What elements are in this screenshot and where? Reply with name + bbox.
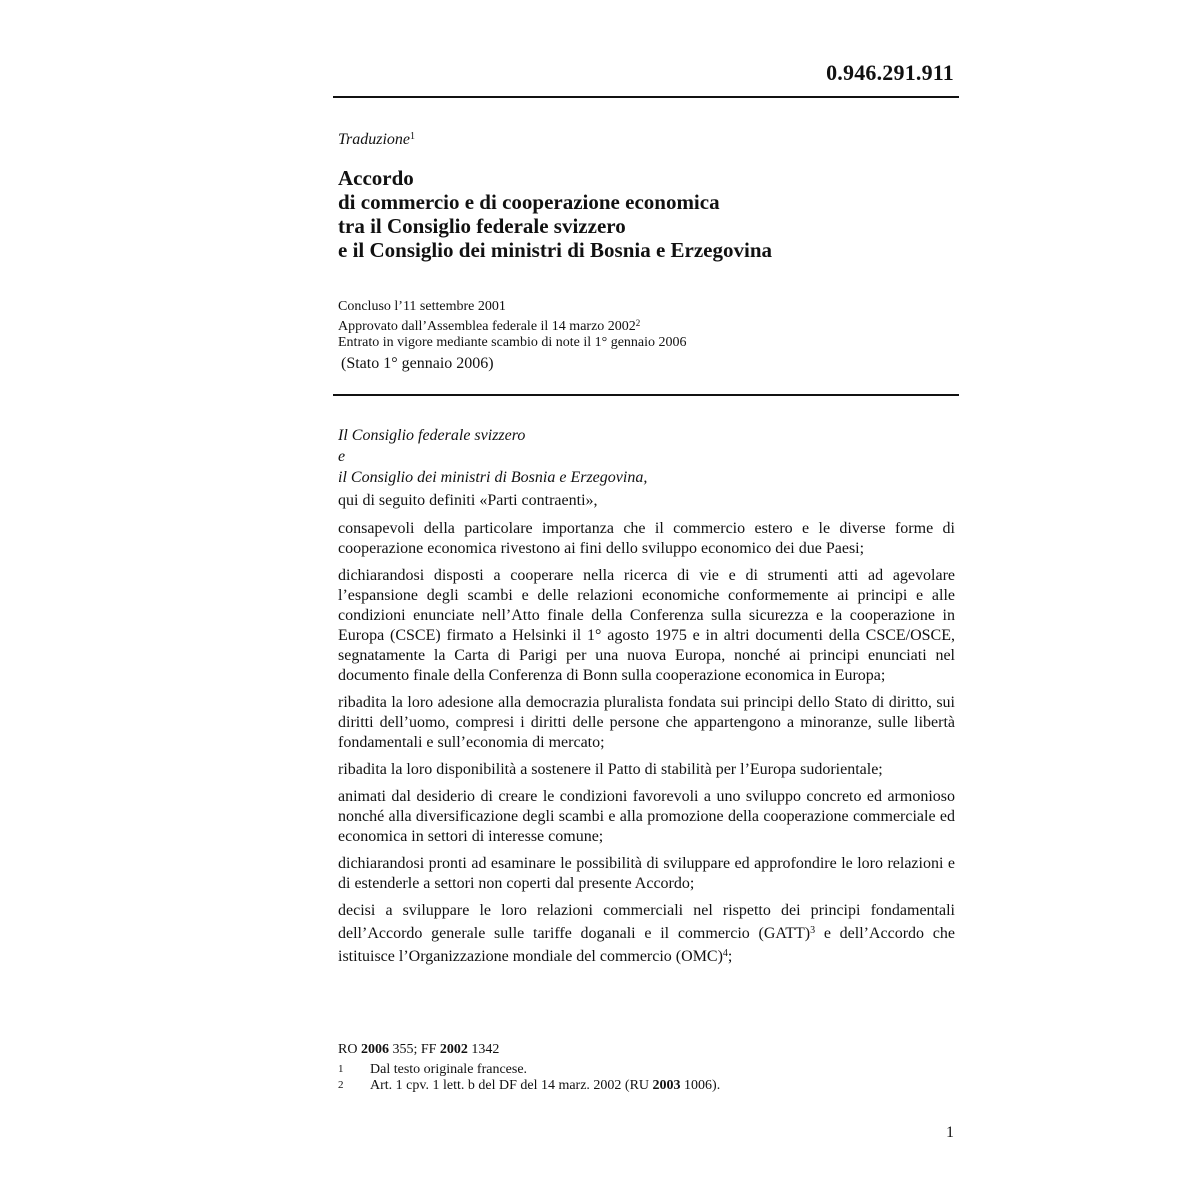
footnotes: [338, 1042, 720, 1094]
party-conjunction: e: [338, 448, 346, 465]
contracting-parties: [338, 425, 647, 488]
footnote-number: 2: [338, 1079, 344, 1091]
document-title: [338, 166, 772, 262]
approved-date: [338, 315, 687, 335]
preamble-paragraph: dichiarandosi pronti ad esaminare le possibilità di sviluppare ed approfondire le loro relazioni e di estenderle a settori non coperti dal presente Accordo;: [338, 855, 955, 892]
official-compilation-ref: RO 2006 355; FF 2002 1342: [338, 1042, 500, 1057]
footnote-text: Art. 1 cpv. 1 lett. b del DF del 14 marz. 2002 (RU 2003 1006).: [370, 1078, 721, 1093]
status-date: (Stato 1° gennaio 2006): [341, 355, 494, 372]
preamble-paragraph: ribadita la loro disponibilità a sostenere il Patto di stabilità per l’Europa sudorientale;: [338, 761, 883, 778]
page-number: 1: [946, 1124, 954, 1141]
preamble-paragraph: [338, 901, 955, 967]
preamble: [338, 491, 955, 974]
preamble-text: e dell’Accordo che istituisce l’Organizzazione mondiale del commercio (OMC): [338, 925, 955, 965]
footnote-item: [338, 1078, 720, 1094]
header-rule: [333, 96, 959, 98]
meta-rule: [333, 394, 959, 396]
approved-text: Approvato dall’Assemblea federale il 14 marzo 2002: [338, 319, 636, 334]
footnote-item: [338, 1062, 720, 1078]
preamble-paragraph: animati dal desiderio di creare le condizioni favorevoli a uno sviluppo concreto ed armonioso nonché alla diversificazione degli scambi e alla promozione della cooperazione commerciale ed economica in settori di interesse comune;: [338, 788, 955, 845]
sr-number: 0.946.291.911: [826, 60, 954, 85]
party-bosnia: il Consiglio dei ministri di Bosnia e Erzegovina,: [338, 469, 648, 486]
preamble-paragraph: dichiarandosi disposti a cooperare nella ricerca di vie e di strumenti atti ad agevolare l’espansione degli scambi e delle relazioni economiche conformemente ai principi e alle condizioni enunciate nell’Atto finale della Conferenza sulla sicurezza e la cooperazione in Europa (CSCE) firmato a Helsinki il 1° agosto 1975 e in altri documenti della CSCE/OSCE, segnatamente la Carta di Parigi per una nuova Europa, nonché ai principi enunciati nel documento finale della Conferenza di Bonn sulla cooperazione economica in Europa;: [338, 567, 955, 684]
footnote-text: Dal testo originale francese.: [370, 1062, 528, 1077]
concluded-date: Concluso l’11 settembre 2001: [338, 299, 506, 314]
preamble-paragraph: qui di seguito definiti «Parti contraenti»,: [338, 492, 598, 509]
translation-label: [338, 131, 415, 149]
preamble-paragraph: consapevoli della particolare importanza che il commercio estero e le diverse forme di cooperazione economica rivestono ai fini dello sviluppo economico dei due Paesi;: [338, 520, 955, 557]
document-meta: [338, 299, 687, 351]
preamble-text: ;: [727, 948, 733, 965]
footnote-ref-1[interactable]: 1: [410, 131, 416, 142]
preamble-text: decisi a sviluppare le loro relazioni commerciali nel rispetto dei principi fondamentali dell’Accordo generale sulle tariffe doganali e il commercio (GATT): [338, 902, 955, 942]
footnote-number: 1: [338, 1063, 344, 1075]
translation-text: Traduzione: [338, 131, 411, 148]
preamble-paragraph: ribadita la loro adesione alla democrazia pluralista fondata sui principi dello Stato di diritto, sui diritti dell’uomo, compresi i diritti delle persone che appartengono a minoranze, sulle libertà fondamentali e sull’economia di mercato;: [338, 694, 955, 751]
footnote-ref-4[interactable]: 4: [722, 948, 728, 959]
footnote-ref-3[interactable]: 3: [810, 925, 816, 936]
title-line-4: e il Consiglio dei ministri di Bosnia e Erzegovina: [338, 238, 773, 262]
footnote-ref-2[interactable]: 2: [635, 318, 641, 328]
document-page: [337, 0, 959, 1200]
title-line-2: di commercio e di cooperazione economica: [338, 190, 720, 214]
party-switzerland: Il Consiglio federale svizzero: [338, 427, 526, 444]
title-line-1: Accordo: [338, 166, 414, 190]
title-line-3: tra il Consiglio federale svizzero: [338, 214, 626, 238]
in-force-date: Entrato in vigore mediante scambio di note il 1° gennaio 2006: [338, 335, 687, 350]
